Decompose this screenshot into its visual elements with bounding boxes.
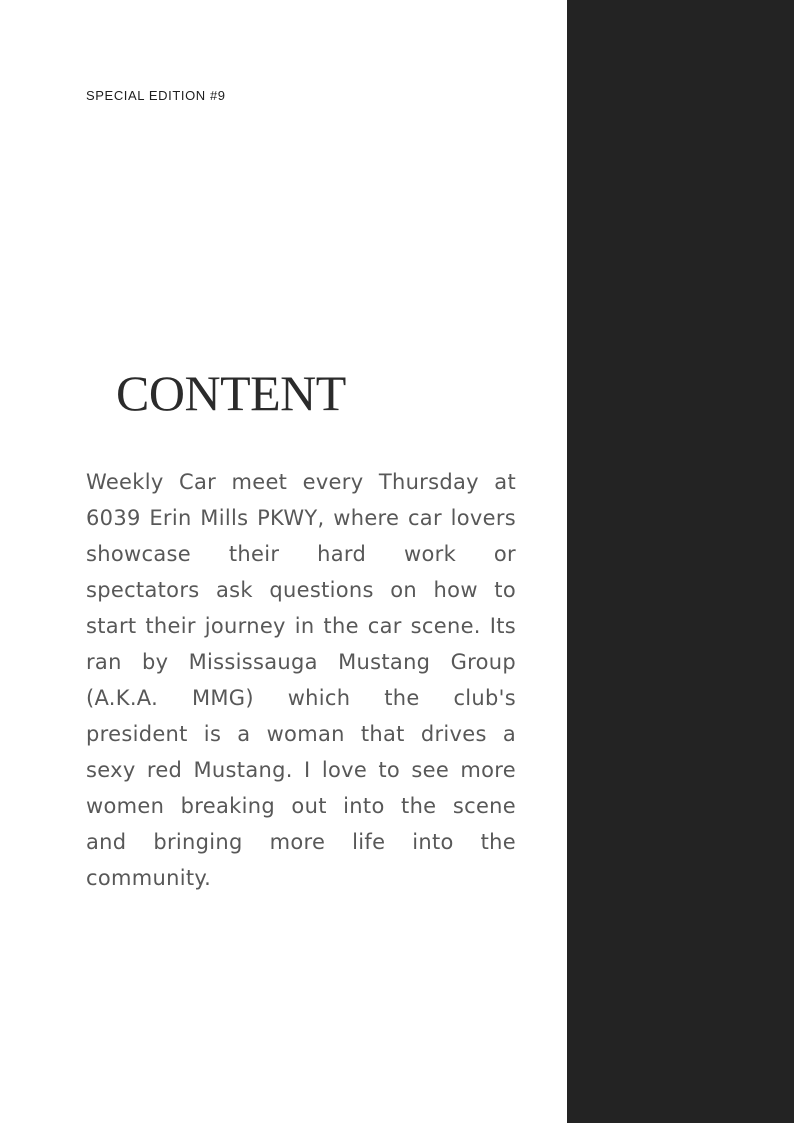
dark-side-panel xyxy=(567,0,794,1123)
page-title: CONTENT xyxy=(116,365,346,421)
edition-label: SPECIAL EDITION #9 xyxy=(86,88,226,103)
article-body: Weekly Car meet every Thursday at 6039 Erin Mills PKWY, where car lovers showcase their hard work or spectators ask questions on how to start their journey in the car scene. Its ran by Mississauga Mustang Group (A.K.A. MMG) which the club's president is a woman that drives a sexy red Mustang. I love to see more women breaking out into the scene and bringing more life into the community. xyxy=(86,470,516,890)
